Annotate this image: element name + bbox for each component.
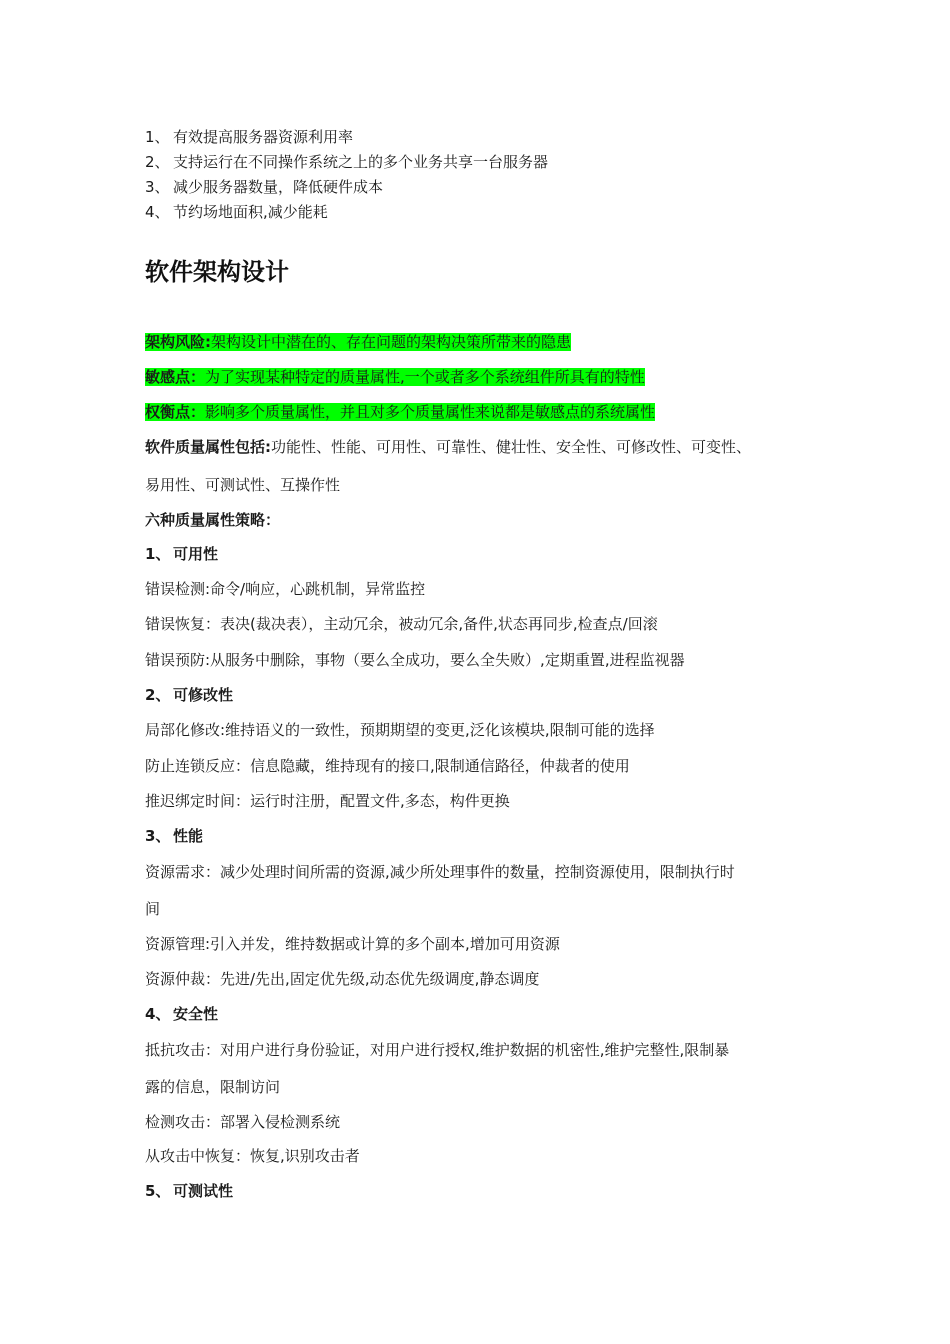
strategy-name: 可用性 xyxy=(173,545,219,563)
strategy-number: 3、 xyxy=(145,827,171,845)
strategy-line: 从攻击中恢复：恢复,识别攻击者 xyxy=(145,1147,360,1165)
strategy-number: 4、 xyxy=(145,1005,171,1023)
definition-term: 权衡点： xyxy=(145,403,206,421)
list-text: 支持运行在不同操作系统之上的多个业务共享一台服务器 xyxy=(173,153,549,171)
strategy-line: 检测攻击：部署入侵检测系统 xyxy=(145,1113,341,1131)
quality-attrs-label: 软件质量属性包括: xyxy=(145,438,271,456)
strategy-line: 错误预防:从服务中删除，事物（要么全成功，要么全失败）,定期重置,进程监视器 xyxy=(145,651,685,669)
definition-desc: 影响多个质量属性，并且对多个质量属性来说都是敏感点的系统属性 xyxy=(205,403,656,421)
intro-list-item xyxy=(145,202,328,222)
strategy-name: 安全性 xyxy=(173,1005,219,1023)
definition-line xyxy=(145,366,645,388)
strategy-name: 可测试性 xyxy=(173,1182,234,1200)
strategy-line: 错误恢复：表决(裁决表），主动冗余，被动冗余,备件,状态再同步,检查点/回滚 xyxy=(145,615,658,633)
strategy-number: 5、 xyxy=(145,1182,171,1200)
quality-attrs-text: 功能性、性能、可用性、可靠性、健壮性、安全性、可修改性、可变性、 xyxy=(271,438,752,456)
strategy-line: 资源管理:引入并发，维持数据或计算的多个副本,增加可用资源 xyxy=(145,935,560,953)
strategy-line: 推迟绑定时间：运行时注册，配置文件,多态，构件更换 xyxy=(145,792,510,810)
list-text: 减少服务器数量，降低硬件成本 xyxy=(173,178,384,196)
strategy-heading xyxy=(145,543,218,565)
strategy-heading xyxy=(145,1003,218,1025)
strategy-name: 可修改性 xyxy=(173,686,234,704)
definition-desc: 架构设计中潜在的、存在问题的架构决策所带来的隐患 xyxy=(211,333,572,351)
strategy-line: 露的信息，限制访问 xyxy=(145,1078,281,1096)
list-number: 3、 xyxy=(145,178,170,196)
strategy-number: 2、 xyxy=(145,686,171,704)
strategy-heading xyxy=(145,1180,233,1202)
section-title: 软件架构设计 xyxy=(145,258,289,286)
strategy-line: 资源仲裁：先进/先出,固定优先级,动态优先级调度,静态调度 xyxy=(145,970,540,988)
strategy-title: 六种质量属性策略： xyxy=(145,511,281,529)
list-text: 节约场地面积,减少能耗 xyxy=(173,203,328,221)
list-number: 2、 xyxy=(145,153,170,171)
list-number: 1、 xyxy=(145,128,170,146)
intro-list-item xyxy=(145,177,383,197)
list-number: 4、 xyxy=(145,203,170,221)
definition-line xyxy=(145,401,655,423)
strategy-line: 间 xyxy=(145,900,161,918)
strategy-line: 错误检测:命令/响应，心跳机制，异常监控 xyxy=(145,580,426,598)
quality-attrs-line-2: 易用性、可测试性、互操作性 xyxy=(145,476,341,494)
strategy-line: 资源需求：减少处理时间所需的资源,减少所处理事件的数量，控制资源使用，限制执行时 xyxy=(145,863,735,881)
intro-list-item xyxy=(145,127,353,147)
strategy-heading xyxy=(145,825,203,847)
strategy-name: 性能 xyxy=(173,827,204,845)
definition-desc: 为了实现某种特定的质量属性,一个或者多个系统组件所具有的特性 xyxy=(205,368,645,386)
definition-term: 架构风险: xyxy=(145,333,211,351)
strategy-line: 防止连锁反应：信息隐藏，维持现有的接口,限制通信路径，仲裁者的使用 xyxy=(145,757,630,775)
strategy-number: 1、 xyxy=(145,545,171,563)
strategy-line: 抵抗攻击：对用户进行身份验证，对用户进行授权,维护数据的机密性,维护完整性,限制暴 xyxy=(145,1041,730,1059)
intro-list-item xyxy=(145,152,548,172)
strategy-heading xyxy=(145,684,233,706)
strategy-line: 局部化修改:维持语义的一致性，预期期望的变更,泛化该模块,限制可能的选择 xyxy=(145,721,655,739)
definition-line xyxy=(145,331,571,353)
list-text: 有效提高服务器资源利用率 xyxy=(173,128,354,146)
quality-attrs-line xyxy=(145,436,751,458)
definition-term: 敏感点： xyxy=(145,368,206,386)
